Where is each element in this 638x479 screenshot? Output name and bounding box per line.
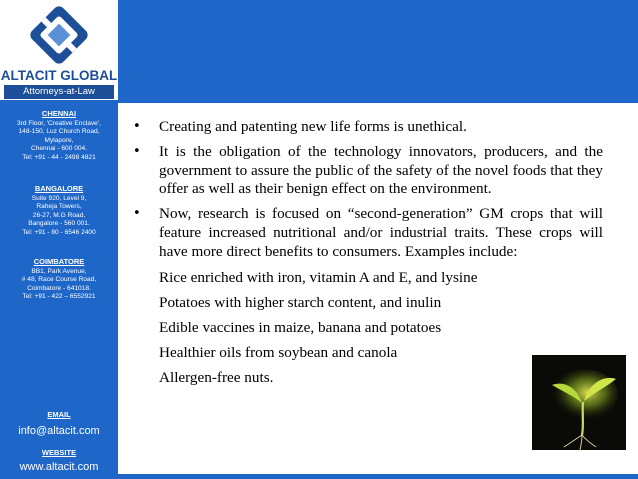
example-item: Potatoes with higher starch content, and inulin — [159, 293, 442, 311]
bullet-item — [133, 118, 603, 137]
logo-name: ALTACIT GLOBAL — [0, 68, 118, 83]
slide-content — [133, 118, 603, 391]
office-line: Raheja Towers, — [36, 203, 82, 211]
logo — [0, 0, 118, 100]
office-line: 148-150, Luz Church Road, — [18, 128, 100, 136]
office-line: Coimbatore - 641018. — [27, 284, 91, 292]
seedling-image — [532, 355, 626, 450]
office-line: Suite 920, Level 9, — [31, 194, 87, 202]
bullet-item — [133, 143, 603, 199]
email-label: EMAIL — [47, 410, 71, 419]
seedling-icon — [532, 355, 626, 450]
office-line: Tel: +91 - 422 – 6552921 — [22, 293, 96, 301]
office-line: Bangalore - 560 001. — [28, 220, 90, 228]
example-item: Allergen-free nuts. — [159, 368, 274, 386]
logo-tagline: Attorneys-at-Law — [4, 85, 114, 99]
office-line: BB1, Park Avenue, — [31, 267, 87, 275]
website-link[interactable]: www.altacit.com — [19, 461, 99, 473]
bullet-icon: • — [133, 119, 141, 134]
bullet-text: Now, research is focused on “second-generation” GM crops that will feature increased nutritional and/or industrial traits. These crops will have more direct benefits to consumers. Examples include: — [159, 205, 603, 260]
example-item: Rice enriched with iron, vitamin A and E, and lysine — [159, 268, 478, 286]
bullet-icon: • — [133, 143, 141, 159]
office-line: Chennai - 600 004. — [30, 145, 88, 153]
bullet-icon: • — [133, 206, 141, 222]
office-line: # 48, Race Course Road, — [21, 276, 97, 284]
bullet-item — [133, 205, 603, 261]
office-chennai — [0, 110, 118, 163]
office-line: Tel: +91 - 80 - 6546 2400 — [22, 228, 96, 236]
website-label: WEBSITE — [41, 448, 77, 457]
bullet-text: Creating and patenting new life forms is unethical. — [159, 118, 467, 135]
office-city: BANGALORE — [34, 184, 84, 193]
office-city: CHENNAI — [41, 109, 77, 118]
office-city: COIMBATORE — [33, 257, 85, 266]
example-item: Edible vaccines in maize, banana and potatoes — [159, 318, 442, 336]
altacit-logo-icon — [26, 2, 92, 68]
example-item: Healthier oils from soybean and canola — [159, 343, 398, 361]
sidebar — [0, 0, 118, 479]
office-line: Tel: +91 - 44 - 2498 4821 — [22, 153, 96, 161]
office-line: 3rd Floor, 'Creative Enclave', — [17, 119, 101, 127]
office-bangalore — [0, 185, 118, 238]
bullet-text: It is the obligation of the technology innovators, producers, and the government to assure the public of the safety of the novel foods that they offer as well as their benign effect on the environment. — [159, 142, 603, 198]
header-bar — [118, 0, 638, 103]
email-link[interactable]: info@altacit.com — [18, 425, 100, 437]
office-coimbatore — [0, 258, 118, 302]
footer-rule — [118, 474, 638, 479]
office-line: Mylapore, — [44, 136, 74, 144]
office-line: 26-27, M.G Road, — [32, 211, 86, 219]
